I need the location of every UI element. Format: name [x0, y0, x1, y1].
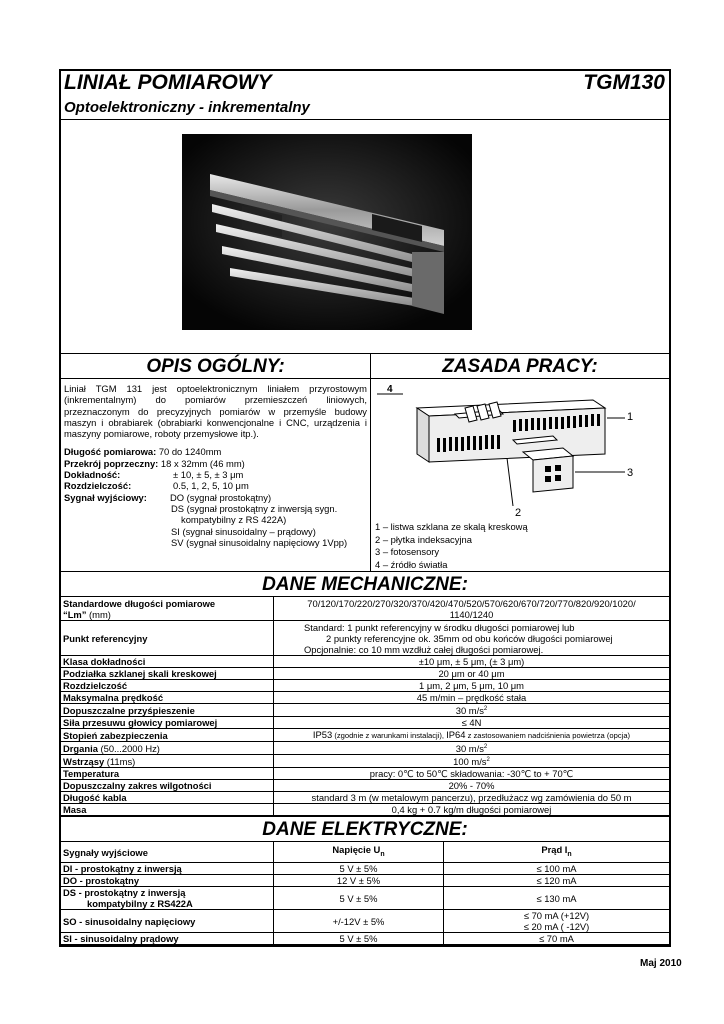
row-value: 20% - 70%: [274, 780, 670, 792]
key-specs: [61, 446, 370, 548]
electrical-data-table: [61, 842, 669, 945]
diagram-label-1: 1: [627, 411, 634, 423]
signal-option: SI (sygnał sinusoidalny – prądowy): [171, 525, 316, 537]
table-row: [61, 742, 669, 755]
legend-item: 4 – źródło światła: [375, 558, 448, 570]
row-label: SI - sinusoidalny prądowy: [61, 933, 274, 945]
footer-date: Maj 2010: [640, 958, 682, 969]
table-row: [61, 704, 669, 717]
principle-diagram: [373, 380, 671, 520]
row-label: DI - prostokątny z inwersją: [61, 863, 274, 875]
spec-label: Dokładność:: [64, 469, 121, 481]
row-value: 45 m/min – prędkość stała: [274, 692, 670, 704]
row-label: Maksymalna prędkość: [61, 692, 274, 704]
spec-row: [64, 492, 367, 503]
spec-value: 70 do 1240mm: [158, 446, 222, 458]
row-value: 30 $m/s^2$: [274, 742, 670, 755]
section-heading-principle: ZASADA PRACY:: [371, 354, 669, 379]
table-row: [61, 887, 669, 910]
table-row: [61, 804, 669, 816]
product-title: LINIAŁ POMIAROWY: [64, 71, 272, 94]
row-label: Długość kabla: [61, 792, 274, 804]
model-number: TGM130: [583, 71, 665, 94]
spec-value: ± 10, ± 5, ± 3 μm: [173, 469, 244, 481]
spec-label: Przekrój poprzeczny:: [64, 457, 159, 469]
signal-option: kompatybilny z RS 422A): [181, 514, 287, 526]
working-principle-column: [371, 354, 669, 571]
table-row: [61, 692, 669, 704]
section-heading-mechanical: DANE MECHANICZNE:: [61, 572, 669, 597]
row-current: ≤ 100 mA: [444, 863, 670, 875]
row-value: 0,4 kg + 0.7 kg/m długości pomiarowej: [274, 804, 670, 816]
row-current: ≤ 120 mA: [444, 875, 670, 887]
row-label: Drgania (50...2000 Hz): [61, 742, 274, 755]
table-header-row: [61, 842, 669, 863]
row-current: ≤ 130 mA: [444, 887, 670, 910]
row-voltage: 12 V ± 5%: [274, 875, 444, 887]
row-value: IP53 (zgodnie z warunkami instalacji), IP64 z zastosowaniem nadciśnienia powietrza (opcja): [274, 729, 670, 742]
row-value: 20 μm or 40 μm: [274, 668, 670, 680]
legend-item: 2 – płytka indeksacyjna: [375, 533, 472, 545]
datasheet: [59, 69, 671, 947]
spec-row: [64, 480, 367, 491]
table-row: [61, 863, 669, 875]
column-header-current: Prąd $I_n$: [444, 842, 670, 863]
section-heading-electrical: DANE ELEKTRYCZNE:: [61, 816, 669, 842]
row-label: Punkt referencyjny: [61, 621, 274, 656]
overview-and-principle: [61, 354, 669, 572]
row-voltage: 5 V ± 5%: [274, 933, 444, 945]
spec-row: [64, 458, 367, 469]
row-label: Dopuszczalne przyśpieszenie: [61, 704, 274, 717]
column-header-voltage: Napięcie $U_n$: [274, 842, 444, 863]
table-row: [61, 656, 669, 668]
table-row: [61, 768, 669, 780]
table-row: [61, 729, 669, 742]
row-voltage: 5 V ± 5%: [274, 863, 444, 875]
row-label: DO - prostokątny: [61, 875, 274, 887]
diagram-label-4: 4: [387, 384, 393, 395]
table-row: [61, 910, 669, 933]
table-row: [61, 780, 669, 792]
row-label: Siła przesuwu głowicy pomiarowej: [61, 717, 274, 729]
principle-legend: [375, 521, 528, 571]
table-row: [61, 875, 669, 887]
spec-row: [64, 446, 367, 457]
table-row: [61, 668, 669, 680]
row-value: Standard: 1 punkt referencyjny w środku długości pomiarowej lub 2 punkty referencyjne ok. 35mm od obu końców długości pomiarowej Opcjonalnie: co 10 mm wzdłuż całej długości pomiarowej.: [274, 621, 670, 656]
spec-value: 0.5, 1, 2, 5, 10 μm: [173, 480, 249, 492]
row-value: ±10 μm, ± 5 μm, (± 3 μm): [274, 656, 670, 668]
row-value: standard 3 m (w metalowym pancerzu), przedłużacz wg zamówienia do 50 m: [274, 792, 670, 804]
table-row: [61, 933, 669, 945]
row-label: Temperatura: [61, 768, 274, 780]
section-heading-general: OPIS OGÓLNY:: [61, 354, 370, 379]
spec-label: Rozdzielczość:: [64, 480, 132, 492]
row-current: ≤ 70 mA (+12V) ≤ 20 mA ( -12V): [444, 910, 670, 933]
signal-option: SV (sygnał sinusoidalny napięciowy 1Vpp): [171, 536, 348, 548]
row-label: Wstrząsy (11ms): [61, 755, 274, 768]
table-row: [61, 717, 669, 729]
table-row: [61, 792, 669, 804]
row-label: Podziałka szklanej skali kreskowej: [61, 668, 274, 680]
spec-label: Sygnał wyjściowy:: [64, 491, 147, 503]
row-value: 30 $m/s^2$: [274, 704, 670, 717]
row-label: Stopień zabezpieczenia: [61, 729, 274, 742]
row-label: Masa: [61, 804, 274, 816]
diagram-label-2: 2: [515, 507, 522, 519]
diagram-label-3: 3: [627, 467, 634, 479]
row-value: 1 μm, 2 μm, 5 μm, 10 μm: [274, 680, 670, 692]
row-label: Rozdzielczość: [61, 680, 274, 692]
row-label: Standardowe długości pomiarowe “Lm” (mm): [61, 597, 274, 621]
signal-option: DS (sygnał prostokątny z inwersją sygn.: [171, 502, 338, 514]
table-row: [61, 597, 669, 621]
spec-row: [64, 469, 367, 480]
mechanical-data-table: [61, 597, 669, 816]
table-row: [61, 755, 669, 768]
column-header-signal: Sygnały wyjściowe: [61, 842, 274, 863]
spec-value: 18 x 32mm (46 mm): [160, 457, 245, 469]
row-voltage: +/-12V ± 5%: [274, 910, 444, 933]
header: [61, 71, 669, 120]
general-description-column: [61, 354, 371, 571]
legend-item: 1 – listwa szklana ze skalą kreskową: [375, 521, 528, 532]
row-value: 70/120/170/220/270/320/370/420/470/520/570/620/670/720/770/820/920/1020/ 1140/1240: [274, 597, 670, 621]
spec-value: DO (sygnał prostokątny): [170, 491, 272, 503]
table-row: [61, 621, 669, 656]
linear-scale-image: [182, 134, 472, 330]
product-subtitle: Optoelektroniczny - inkrementalny: [64, 99, 310, 116]
product-photo: [182, 134, 472, 330]
row-value: ≤ 4N: [274, 717, 670, 729]
row-label: Dopuszczalny zakres wilgotności: [61, 780, 274, 792]
table-row: [61, 680, 669, 692]
row-label: SO - sinusoidalny napięciowy: [61, 910, 274, 933]
general-description: Liniał TGM 131 jest optoelektronicznym liniałem przyrostowym (inkrementalnym) do pomiarów przemieszczeń liniowych, przeznaczonym do precyzyjnych pomiarów w przemyśle budowy maszyn i obrabiarek (obrabiarki konwencjonalne i CNC, urządzenia i maszyny pomiarowe, roboty przemysłowe itp.).: [64, 383, 367, 440]
spec-label: Długość pomiarowa:: [64, 446, 157, 458]
row-label: DS - prostokątny z inwersją kompatybilny z RS422A: [61, 887, 274, 910]
row-value: 100 $m/s^2$: [274, 755, 670, 768]
row-label: Klasa dokładności: [61, 656, 274, 668]
photo-section: [61, 120, 669, 354]
row-value: pracy: 0℃ to 50℃ składowania: -30℃ to + 70℃: [274, 768, 670, 780]
row-voltage: 5 V ± 5%: [274, 887, 444, 910]
legend-item: 3 – fotosensory: [375, 546, 440, 557]
row-current: ≤ 70 mA: [444, 933, 670, 945]
